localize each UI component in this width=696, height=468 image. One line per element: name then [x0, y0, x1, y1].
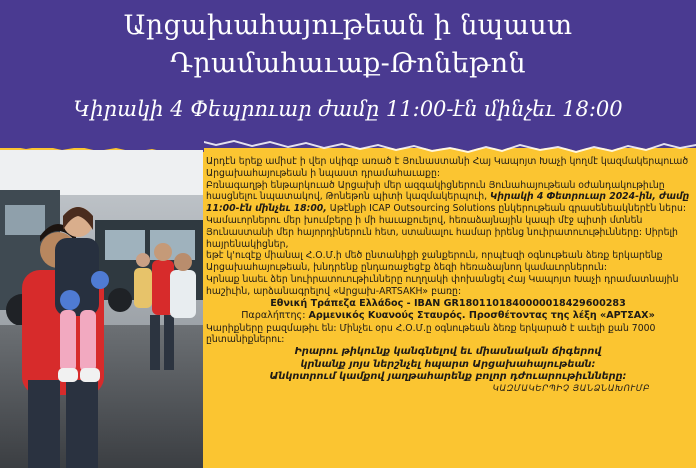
paragraph-intro: Արդէն երեք ամիսէ ի վեր սկիզբ առած է Յունաստանի Հայ Կապոյտ Խաչի կողմէ կազմակերպուած Արցախահայութեան ի նպաստ դրամահաւաքը:: [206, 156, 689, 179]
paragraph-transfer: Կրնաք նաեւ ձեր նուիրատուութիւնները ուղղակի փոխանցել Հայ Կապոյտ Խաչի դրամատնային հաշիւին, արձանագրելով «Արցախ-ARTSAKH» բառը:: [206, 273, 679, 297]
needs-note: Կարիքները բազմաթիւ են: Մինչեւ օրս Հ.Օ.Մ.ը օգնութեան ձեռք երկարած է աւելի քան 7000 ընտանիքներու:: [206, 322, 656, 346]
event-date-subtitle: Կիրակի 4 Փեպրուար ժամը 11:00-էն մինչեւ 18:00: [73, 97, 623, 121]
title-line-2: Դրամահաւաք-Թոնեթոն: [170, 48, 526, 79]
recipient-label: Παραλήπτης:: [241, 310, 309, 322]
recipient-value: Αρμενικός Κυανούς Σταυρός. Προσθέτοντας της λέξη «ΑΡΤΣΑΧ»: [308, 310, 655, 322]
header-banner: [0, 0, 696, 148]
announcement-text: [206, 156, 690, 396]
paragraph-telethon: [206, 180, 690, 251]
title-line-1: Արցախահայութեան ի նպաստ: [123, 10, 573, 41]
organizer-signature: ԿԱԶՄԱԿԵՐՊԻՉ ՅԱՆՁՆԱԽՈՒՄԲ: [492, 383, 650, 394]
telethon-text-b: Աթէնքի ICAP Outsourcing Solutions ընկերութեան գրասենեակներէն ներս: Կամաւորներու մեր խումբերը ի մի հաւաքուելով, հեռաձայնային կապի մէջ պիտի մտնեն Յունաստանի մեր հայորդիներուն հետ, ստանալու համար իրենց նուիրատուութիւնները: Սիրելի հայրենակիցներ,: [206, 203, 686, 250]
closing-line-1: Իրարու թիկունք կանգնելով եւ միասնական ճիգերով: [294, 346, 602, 358]
bank-recipient: [206, 310, 690, 323]
rescue-photo: [0, 150, 203, 468]
bank-iban: Εθνική Τράπεζα Ελλάδος - IBAN GR1801101840000018429600283: [270, 297, 626, 309]
event-date-text: Կիրակի 4 Փետրուար 2024-ին, ժամը 11:00-էն մինչեւ 18:00,: [206, 191, 690, 215]
closing-line-3: Անկոտրում կամքով յաղթահարենք բոլոր դժուարութիւնները:: [269, 371, 627, 383]
photo-illustration: [0, 150, 203, 468]
paragraph-join: եթէ կ'ուզէք միանալ Հ.Օ.Մ.ի մեծ ընտանիքի ջանքերուն, որպէսզի օգնութեան ձեռք երկարենք Արցախահայութեան, խնդրենք ընդառաջեցէք ձեզի հեռաձայնող կամաւորներուն:: [206, 250, 663, 274]
closing-line-2: կրնանք յոյս ներշնչել հպարտ Արցախահայութեան:: [300, 358, 596, 370]
telethon-text-a: Բռնագաղթի ենթարկուած Արցախի մեր ազգակիցներուն Յունահայութեան օժանդակութիւնը հասցնելու նպատակով, Թոնեթոն պիտի կազմակերպուի,: [206, 179, 665, 203]
